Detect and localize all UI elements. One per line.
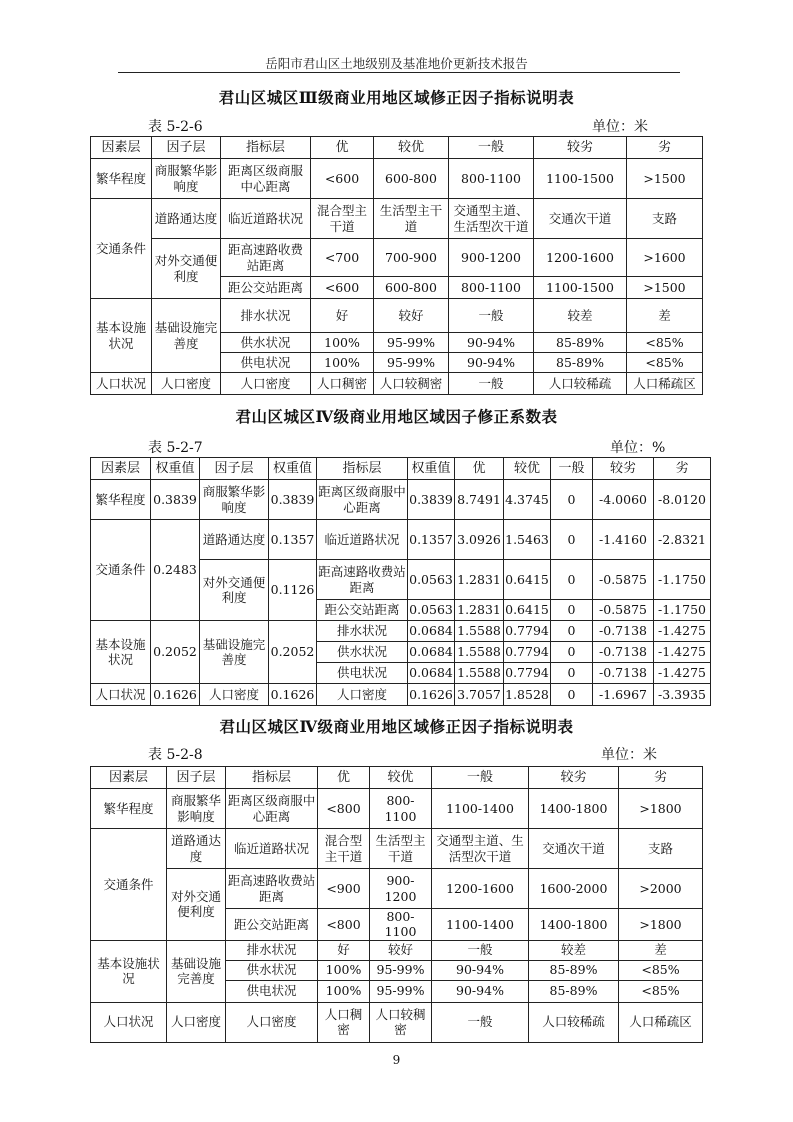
cell: 0 bbox=[551, 560, 593, 600]
cell: <800 bbox=[318, 789, 370, 829]
cell: 临近道路状况 bbox=[226, 829, 318, 869]
cell: 95-99% bbox=[370, 980, 432, 1002]
cell: 道路通达度 bbox=[152, 199, 221, 239]
cell: 0 bbox=[551, 684, 593, 706]
cell: 商服繁华影响度 bbox=[167, 789, 226, 829]
cell: 混合型主干道 bbox=[318, 829, 370, 869]
cell: 好 bbox=[318, 940, 370, 960]
table-row bbox=[91, 299, 703, 333]
cell: >1800 bbox=[619, 789, 703, 829]
cell: 繁华程度 bbox=[91, 789, 167, 829]
table3-title: 君山区城区Ⅳ级商业用地区域修正因子指标说明表 bbox=[219, 717, 574, 736]
header-cell: 指标层 bbox=[221, 137, 311, 159]
cell: 排水状况 bbox=[317, 621, 408, 642]
cell: 90-94% bbox=[432, 960, 529, 980]
table1 bbox=[90, 136, 703, 395]
cell: 距离区级商服中心距离 bbox=[226, 789, 318, 829]
cell: 好 bbox=[311, 299, 374, 333]
cell: <85% bbox=[619, 960, 703, 980]
cell: >1500 bbox=[627, 277, 703, 299]
table1-title: 君山区城区Ⅲ级商业用地区域修正因子指标说明表 bbox=[218, 88, 575, 107]
table2-label: 表 5-2-7 bbox=[148, 440, 203, 456]
cell: 较差 bbox=[529, 940, 619, 960]
cell: 供水状况 bbox=[226, 960, 318, 980]
header-cell: 一般 bbox=[432, 767, 529, 789]
header-cell: 一般 bbox=[449, 137, 534, 159]
cell: 排水状况 bbox=[226, 940, 318, 960]
header-cell: 优 bbox=[311, 137, 374, 159]
cell: 供电状况 bbox=[226, 980, 318, 1002]
cell: -1.1750 bbox=[654, 560, 711, 600]
cell: 基本设施状况 bbox=[91, 621, 151, 684]
cell: -1.4275 bbox=[654, 642, 711, 663]
cell: 人口密度 bbox=[317, 684, 408, 706]
cell: 基础设施完善度 bbox=[167, 940, 226, 1002]
cell: 1600-2000 bbox=[529, 869, 619, 909]
cell: 0.3839 bbox=[151, 480, 200, 520]
cell: 人口密度 bbox=[221, 373, 311, 395]
cell: 0.1357 bbox=[269, 520, 317, 560]
cell: 人口较稠密 bbox=[374, 373, 449, 395]
cell: 人口较稠密 bbox=[370, 1002, 432, 1042]
header-cell: 较劣 bbox=[593, 458, 654, 480]
cell: -8.0120 bbox=[654, 480, 711, 520]
cell: <600 bbox=[311, 159, 374, 199]
table3 bbox=[90, 766, 703, 1043]
table3-label: 表 5-2-8 bbox=[148, 747, 203, 763]
cell: 差 bbox=[627, 299, 703, 333]
cell: 繁华程度 bbox=[91, 480, 151, 520]
cell: 距离区级商服中心距离 bbox=[317, 480, 408, 520]
cell: <700 bbox=[311, 239, 374, 277]
cell: 0.1626 bbox=[408, 684, 455, 706]
table2-title: 君山区城区Ⅳ级商业用地区域因子修正系数表 bbox=[235, 407, 558, 426]
cell: 交通型主道、生活型次干道 bbox=[432, 829, 529, 869]
cell: 100% bbox=[318, 960, 370, 980]
cell: 距公交站距离 bbox=[221, 277, 311, 299]
cell: 95-99% bbox=[374, 353, 449, 373]
cell: 1400-1800 bbox=[529, 789, 619, 829]
header-cell: 较劣 bbox=[534, 137, 627, 159]
cell: 生活型主干道 bbox=[370, 829, 432, 869]
cell: 600-800 bbox=[374, 159, 449, 199]
table1-unit: 单位：米 bbox=[592, 119, 648, 135]
header-cell: 权重值 bbox=[269, 458, 317, 480]
cell: 0.3839 bbox=[408, 480, 455, 520]
cell: 1.2831 bbox=[455, 560, 504, 600]
table-row bbox=[91, 789, 703, 829]
cell: 1.8528 bbox=[504, 684, 551, 706]
cell: 95-99% bbox=[374, 333, 449, 353]
cell: 基本设施状况 bbox=[91, 299, 152, 373]
cell: 800-1100 bbox=[370, 909, 432, 941]
table-row bbox=[91, 373, 703, 395]
cell: 1100-1400 bbox=[432, 909, 529, 941]
cell: 4.3745 bbox=[504, 480, 551, 520]
cell: 距公交站距离 bbox=[226, 909, 318, 941]
cell: <900 bbox=[318, 869, 370, 909]
table-row bbox=[91, 869, 703, 909]
cell: -1.6967 bbox=[593, 684, 654, 706]
table-row bbox=[91, 239, 703, 277]
cell: -1.1750 bbox=[654, 600, 711, 621]
cell: 0.7794 bbox=[504, 642, 551, 663]
table-row bbox=[91, 199, 703, 239]
cell: 600-800 bbox=[374, 277, 449, 299]
cell: 0.1626 bbox=[269, 684, 317, 706]
cell: 90-94% bbox=[432, 980, 529, 1002]
header-cell: 指标层 bbox=[226, 767, 318, 789]
table-row bbox=[91, 621, 711, 642]
cell: 90-94% bbox=[449, 353, 534, 373]
cell: -2.8321 bbox=[654, 520, 711, 560]
cell: 繁华程度 bbox=[91, 159, 152, 199]
cell: 0.7794 bbox=[504, 663, 551, 684]
cell: >1500 bbox=[627, 159, 703, 199]
cell: >2000 bbox=[619, 869, 703, 909]
header-cell: 劣 bbox=[619, 767, 703, 789]
cell: 基本设施状况 bbox=[91, 940, 167, 1002]
table-row bbox=[91, 480, 711, 520]
table-row bbox=[91, 940, 703, 960]
table2 bbox=[90, 457, 711, 706]
cell: 基础设施完善度 bbox=[152, 299, 221, 373]
cell: <600 bbox=[311, 277, 374, 299]
cell: -0.5875 bbox=[593, 600, 654, 621]
cell: -3.3935 bbox=[654, 684, 711, 706]
cell: 供电状况 bbox=[221, 353, 311, 373]
cell: 0 bbox=[551, 621, 593, 642]
cell: 人口较稀疏 bbox=[529, 1002, 619, 1042]
cell: 0.0684 bbox=[408, 663, 455, 684]
cell: 对外交通便利度 bbox=[200, 560, 269, 621]
cell: 100% bbox=[311, 353, 374, 373]
cell: 0.0563 bbox=[408, 600, 455, 621]
cell: 供电状况 bbox=[317, 663, 408, 684]
cell: 0 bbox=[551, 642, 593, 663]
cell: 0.1626 bbox=[151, 684, 200, 706]
cell: 85-89% bbox=[534, 333, 627, 353]
cell: 交通条件 bbox=[91, 199, 152, 299]
table-row bbox=[91, 1002, 703, 1042]
header-cell: 较优 bbox=[374, 137, 449, 159]
cell: <85% bbox=[627, 353, 703, 373]
cell: 支路 bbox=[627, 199, 703, 239]
cell: 混合型主干道 bbox=[311, 199, 374, 239]
cell: 临近道路状况 bbox=[317, 520, 408, 560]
header-cell: 指标层 bbox=[317, 458, 408, 480]
cell: 距高速路收费站距离 bbox=[226, 869, 318, 909]
table-row bbox=[91, 829, 703, 869]
header-cell: 因子层 bbox=[152, 137, 221, 159]
table-header-row bbox=[91, 767, 703, 789]
cell: 人口稀疏区 bbox=[619, 1002, 703, 1042]
cell: 800-1100 bbox=[370, 789, 432, 829]
cell: -1.4160 bbox=[593, 520, 654, 560]
cell: <85% bbox=[627, 333, 703, 353]
header-cell: 因素层 bbox=[91, 767, 167, 789]
page-number: 9 bbox=[392, 1053, 401, 1067]
cell: 1.5588 bbox=[455, 621, 504, 642]
table-row bbox=[91, 520, 711, 560]
header-cell: 优 bbox=[455, 458, 504, 480]
cell: -0.7138 bbox=[593, 621, 654, 642]
cell: -1.4275 bbox=[654, 621, 711, 642]
table-header-row bbox=[91, 458, 711, 480]
cell: 人口状况 bbox=[91, 684, 151, 706]
cell: -0.7138 bbox=[593, 663, 654, 684]
cell: 人口密度 bbox=[167, 1002, 226, 1042]
cell: 0.3839 bbox=[269, 480, 317, 520]
header-cell: 劣 bbox=[627, 137, 703, 159]
cell: <85% bbox=[619, 980, 703, 1002]
cell: 道路通达度 bbox=[200, 520, 269, 560]
cell: 95-99% bbox=[370, 960, 432, 980]
cell: 0 bbox=[551, 600, 593, 621]
cell: 1100-1500 bbox=[534, 277, 627, 299]
cell: 1400-1800 bbox=[529, 909, 619, 941]
header-cell: 因子层 bbox=[200, 458, 269, 480]
running-header: 岳阳市君山区土地级别及基准地价更新技术报告 bbox=[265, 56, 528, 71]
cell: 0.1357 bbox=[408, 520, 455, 560]
cell: 800-1100 bbox=[449, 159, 534, 199]
cell: 90-94% bbox=[449, 333, 534, 353]
cell: 交通条件 bbox=[91, 520, 151, 621]
cell: 交通次干道 bbox=[529, 829, 619, 869]
cell: 临近道路状况 bbox=[221, 199, 311, 239]
cell: 1.5588 bbox=[455, 642, 504, 663]
cell: 1200-1600 bbox=[432, 869, 529, 909]
cell: 85-89% bbox=[529, 980, 619, 1002]
cell: 人口状况 bbox=[91, 1002, 167, 1042]
cell: 1100-1500 bbox=[534, 159, 627, 199]
table3-unit: 单位：米 bbox=[601, 747, 657, 763]
cell: 0 bbox=[551, 663, 593, 684]
cell: -4.0060 bbox=[593, 480, 654, 520]
cell: 0 bbox=[551, 480, 593, 520]
cell: -0.7138 bbox=[593, 642, 654, 663]
cell: 一般 bbox=[432, 940, 529, 960]
header-cell: 因素层 bbox=[91, 458, 151, 480]
table2-unit: 单位：% bbox=[610, 440, 666, 456]
header-cell: 劣 bbox=[654, 458, 711, 480]
cell: 人口密度 bbox=[200, 684, 269, 706]
cell: 人口稀疏区 bbox=[627, 373, 703, 395]
table-row bbox=[91, 684, 711, 706]
cell: 1.5588 bbox=[455, 663, 504, 684]
cell: 人口密度 bbox=[152, 373, 221, 395]
cell: 0.6415 bbox=[504, 560, 551, 600]
header-cell: 较优 bbox=[370, 767, 432, 789]
cell: 0.2483 bbox=[151, 520, 200, 621]
cell: 900-1200 bbox=[370, 869, 432, 909]
cell: 供水状况 bbox=[317, 642, 408, 663]
header-cell: 权重值 bbox=[408, 458, 455, 480]
cell: -1.4275 bbox=[654, 663, 711, 684]
header-cell: 因子层 bbox=[167, 767, 226, 789]
cell: 0.0684 bbox=[408, 642, 455, 663]
cell: 供水状况 bbox=[221, 333, 311, 353]
cell: 差 bbox=[619, 940, 703, 960]
cell: 交通型主道、生活型次干道 bbox=[449, 199, 534, 239]
cell: 0.2052 bbox=[151, 621, 200, 684]
cell: 较好 bbox=[370, 940, 432, 960]
cell: 交通条件 bbox=[91, 829, 167, 941]
cell: 人口较稀疏 bbox=[534, 373, 627, 395]
cell: 3.0926 bbox=[455, 520, 504, 560]
cell: 道路通达度 bbox=[167, 829, 226, 869]
table-header-row bbox=[91, 137, 703, 159]
cell: 较好 bbox=[374, 299, 449, 333]
cell: 一般 bbox=[432, 1002, 529, 1042]
cell: 距公交站距离 bbox=[317, 600, 408, 621]
cell: 1.5463 bbox=[504, 520, 551, 560]
cell: 0.0684 bbox=[408, 621, 455, 642]
cell: 3.7057 bbox=[455, 684, 504, 706]
cell: 距离区级商服中心距离 bbox=[221, 159, 311, 199]
cell: 100% bbox=[311, 333, 374, 353]
cell: 排水状况 bbox=[221, 299, 311, 333]
cell: -0.5875 bbox=[593, 560, 654, 600]
cell: 8.7491 bbox=[455, 480, 504, 520]
cell: 100% bbox=[318, 980, 370, 1002]
cell: 900-1200 bbox=[449, 239, 534, 277]
cell: 人口密度 bbox=[226, 1002, 318, 1042]
cell: 1200-1600 bbox=[534, 239, 627, 277]
cell: 0.0563 bbox=[408, 560, 455, 600]
table-row bbox=[91, 159, 703, 199]
cell: 0.6415 bbox=[504, 600, 551, 621]
cell: 0.7794 bbox=[504, 621, 551, 642]
cell: 1.2831 bbox=[455, 600, 504, 621]
cell: 距高速路收费站距离 bbox=[221, 239, 311, 277]
cell: 700-900 bbox=[374, 239, 449, 277]
cell: 0.1126 bbox=[269, 560, 317, 621]
cell: 1100-1400 bbox=[432, 789, 529, 829]
header-cell: 较劣 bbox=[529, 767, 619, 789]
cell: 一般 bbox=[449, 299, 534, 333]
header-cell: 权重值 bbox=[151, 458, 200, 480]
cell: 对外交通便利度 bbox=[167, 869, 226, 941]
cell: 800-1100 bbox=[449, 277, 534, 299]
cell: >1600 bbox=[627, 239, 703, 277]
header-rule bbox=[118, 72, 680, 73]
cell: 支路 bbox=[619, 829, 703, 869]
cell: 85-89% bbox=[534, 353, 627, 373]
header-cell: 优 bbox=[318, 767, 370, 789]
cell: 人口状况 bbox=[91, 373, 152, 395]
cell: 一般 bbox=[449, 373, 534, 395]
cell: 人口稠密 bbox=[311, 373, 374, 395]
cell: 对外交通便利度 bbox=[152, 239, 221, 299]
cell: 较差 bbox=[534, 299, 627, 333]
header-cell: 较优 bbox=[504, 458, 551, 480]
header-cell: 因素层 bbox=[91, 137, 152, 159]
cell: 商服繁华影响度 bbox=[200, 480, 269, 520]
cell: 商服繁华影响度 bbox=[152, 159, 221, 199]
cell: <800 bbox=[318, 909, 370, 941]
cell: 人口稠密 bbox=[318, 1002, 370, 1042]
header-cell: 一般 bbox=[551, 458, 593, 480]
cell: 生活型主干道 bbox=[374, 199, 449, 239]
table1-label: 表 5-2-6 bbox=[148, 119, 203, 135]
cell: >1800 bbox=[619, 909, 703, 941]
cell: 0.2052 bbox=[269, 621, 317, 684]
cell: 85-89% bbox=[529, 960, 619, 980]
cell: 基础设施完善度 bbox=[200, 621, 269, 684]
cell: 交通次干道 bbox=[534, 199, 627, 239]
cell: 0 bbox=[551, 520, 593, 560]
cell: 距高速路收费站距离 bbox=[317, 560, 408, 600]
